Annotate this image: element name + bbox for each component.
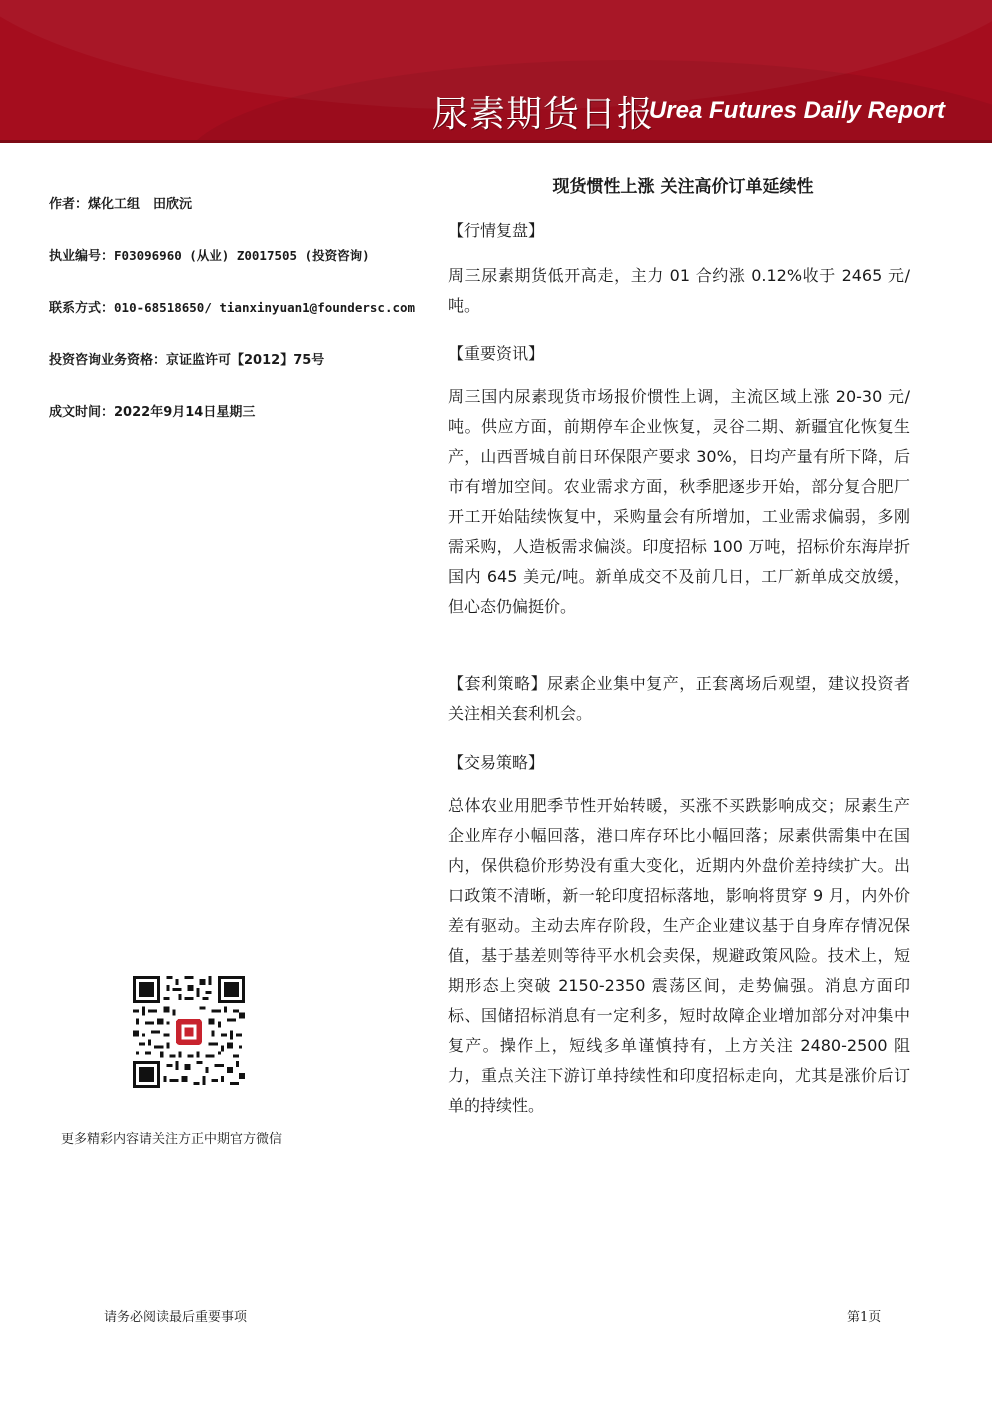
qualification-label: 投资咨询业务资格：	[49, 353, 167, 368]
author-value: 煤化工组 田欣沅	[88, 197, 193, 212]
trading-text: 总体农业用肥季节性开始转暖，买涨不买跌影响成交；尿素生产企业库存小幅回落，港口库存环比小幅回落；尿素供需集中在国内，保供稳价形势没有重大变化，近期内外盘价差持续扩大。出口政策不清晰，新一轮印度招标落地，影响将贯穿 9 月，内外价差有驱动。主动去库存阶段，生产企业建议基于自身库存情况保值，基于基差则等待平水机会卖保，规避政策风险。技术上，短期形态上突破 2150-2350 震荡区间，走势偏强。消息方面印标、国储招标消息有一定利多，短时故障企业增加部分对冲集中复产。操作上，短线多单谨慎持有，上方关注 2480-2500 阻力，重点关注下游订单持续性和印度招标走向，尤其是涨价后订单的持续性。	[448, 796, 910, 1115]
contact-label: 联系方式：	[49, 301, 115, 316]
wechat-qr-code-icon[interactable]	[133, 976, 245, 1088]
arbitrage-text: 【套利策略】尿素企业集中复产，正套离场后观望，建议投资者关注相关套利机会。	[448, 674, 910, 723]
market-review-text: 周三尿素期货低开高走，主力 01 合约涨 0.12%收于 2465 元/吨。	[448, 266, 910, 315]
footer-disclaimer: 请务必阅读最后重要事项	[104, 1310, 248, 1325]
header-banner	[0, 0, 992, 140]
license-value: F03096960 (从业) Z0017505 (投资咨询)	[114, 248, 370, 263]
report-title-cn: 尿素期货日报	[432, 94, 655, 135]
qr-caption: 更多精彩内容请关注方正中期官方微信	[61, 1132, 283, 1147]
contact-line	[49, 297, 415, 316]
qualification-line	[49, 349, 324, 368]
trading-heading: 【交易策略】	[448, 753, 545, 772]
date-value: 2022年9月14日星期三	[114, 405, 256, 420]
license-line	[49, 245, 370, 264]
article-title: 现货惯性上涨 关注高价订单延续性	[552, 177, 814, 197]
report-title-en: Urea Futures Daily Report	[648, 97, 945, 124]
author-label: 作者：	[49, 197, 89, 212]
date-line	[49, 401, 255, 420]
header-divider	[0, 140, 992, 143]
news-text: 周三国内尿素现货市场报价惯性上调，主流区域上涨 20-30 元/吨。供应方面，前期停车企业恢复，灵谷二期、新疆宜化恢复生产，山西晋城自前日环保限产要求 30%，日均产量有所下降，后市有增加空间。农业需求方面，秋季肥逐步开始，部分复合肥厂开工开始陆续恢复中，采购量会有所增加，工业需求偏弱，多刚需采购，人造板需求偏淡。印度招标 100 万吨，招标价东海岸折国内 645 美元/吨。新单成交不及前几日，工厂新单成交放缓，但心态仍偏挺价。	[448, 387, 910, 616]
page-number: 第1页	[847, 1310, 882, 1325]
market-review-heading: 【行情复盘】	[448, 221, 545, 240]
contact-value[interactable]: 010-68518650/ tianxinyuan1@foundersc.com	[114, 300, 416, 315]
date-label: 成文时间：	[49, 405, 115, 420]
license-label: 执业编号：	[49, 249, 115, 264]
author-line	[49, 193, 192, 212]
qualification-value: 京证监许可【2012】75号	[166, 353, 325, 368]
news-heading: 【重要资讯】	[448, 344, 545, 363]
